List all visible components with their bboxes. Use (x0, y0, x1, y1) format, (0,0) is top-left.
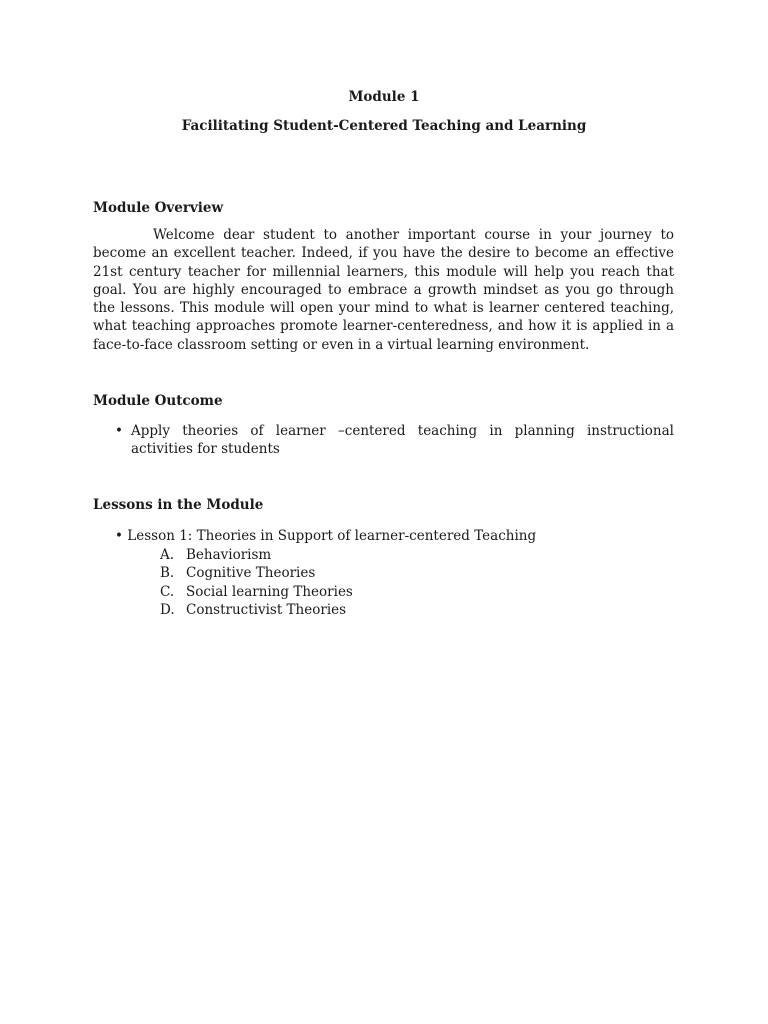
list-item-text: Behaviorism (186, 547, 272, 563)
overview-paragraph: Welcome dear student to another important course in your journey to become an excellent teacher. Indeed, if you have the desire to become an effective 21st century teacher for millennial learners, this module will help you reach that goal. You are highly encouraged to embrace a growth mindset as you go through the lessons. This module will open your mind to what is learner centered teaching, what teaching approaches promote learner-centeredness, and how it is applied in a face-to-face classroom setting or even in a virtual learning environment. (93, 227, 674, 353)
list-item (160, 583, 353, 601)
module-title: Facilitating Student-Centered Teaching and Learning (181, 118, 587, 134)
list-item-letter: B. (160, 565, 175, 582)
module-number-title: Module 1 (348, 89, 420, 105)
lesson-sub-list (160, 546, 353, 619)
list-item (160, 546, 353, 564)
list-item-letter: A. (160, 547, 175, 563)
list-item-text: Constructivist Theories (186, 601, 347, 618)
lesson-item (115, 527, 536, 545)
outcome-item (115, 422, 674, 459)
outcome-item-text: Apply theories of learner –centered teaching in planning instructional activities for students (131, 423, 674, 458)
list-item (160, 601, 353, 619)
list-item (160, 564, 353, 582)
outcome-list (115, 422, 674, 459)
list-item-text: Cognitive Theories (186, 565, 316, 582)
list-item-letter: D. (160, 601, 175, 618)
bullet-icon: • (115, 423, 123, 439)
lesson-1-text: Lesson 1: Theories in Support of learner-centered Teaching (127, 528, 537, 544)
bullet-icon: • (115, 528, 123, 544)
lessons-heading: Lessons in the Module (93, 497, 264, 513)
list-item-letter: C. (160, 583, 175, 600)
list-item-text: Social learning Theories (186, 583, 353, 600)
overview-heading: Module Overview (93, 200, 224, 216)
outcome-heading: Module Outcome (93, 393, 223, 409)
